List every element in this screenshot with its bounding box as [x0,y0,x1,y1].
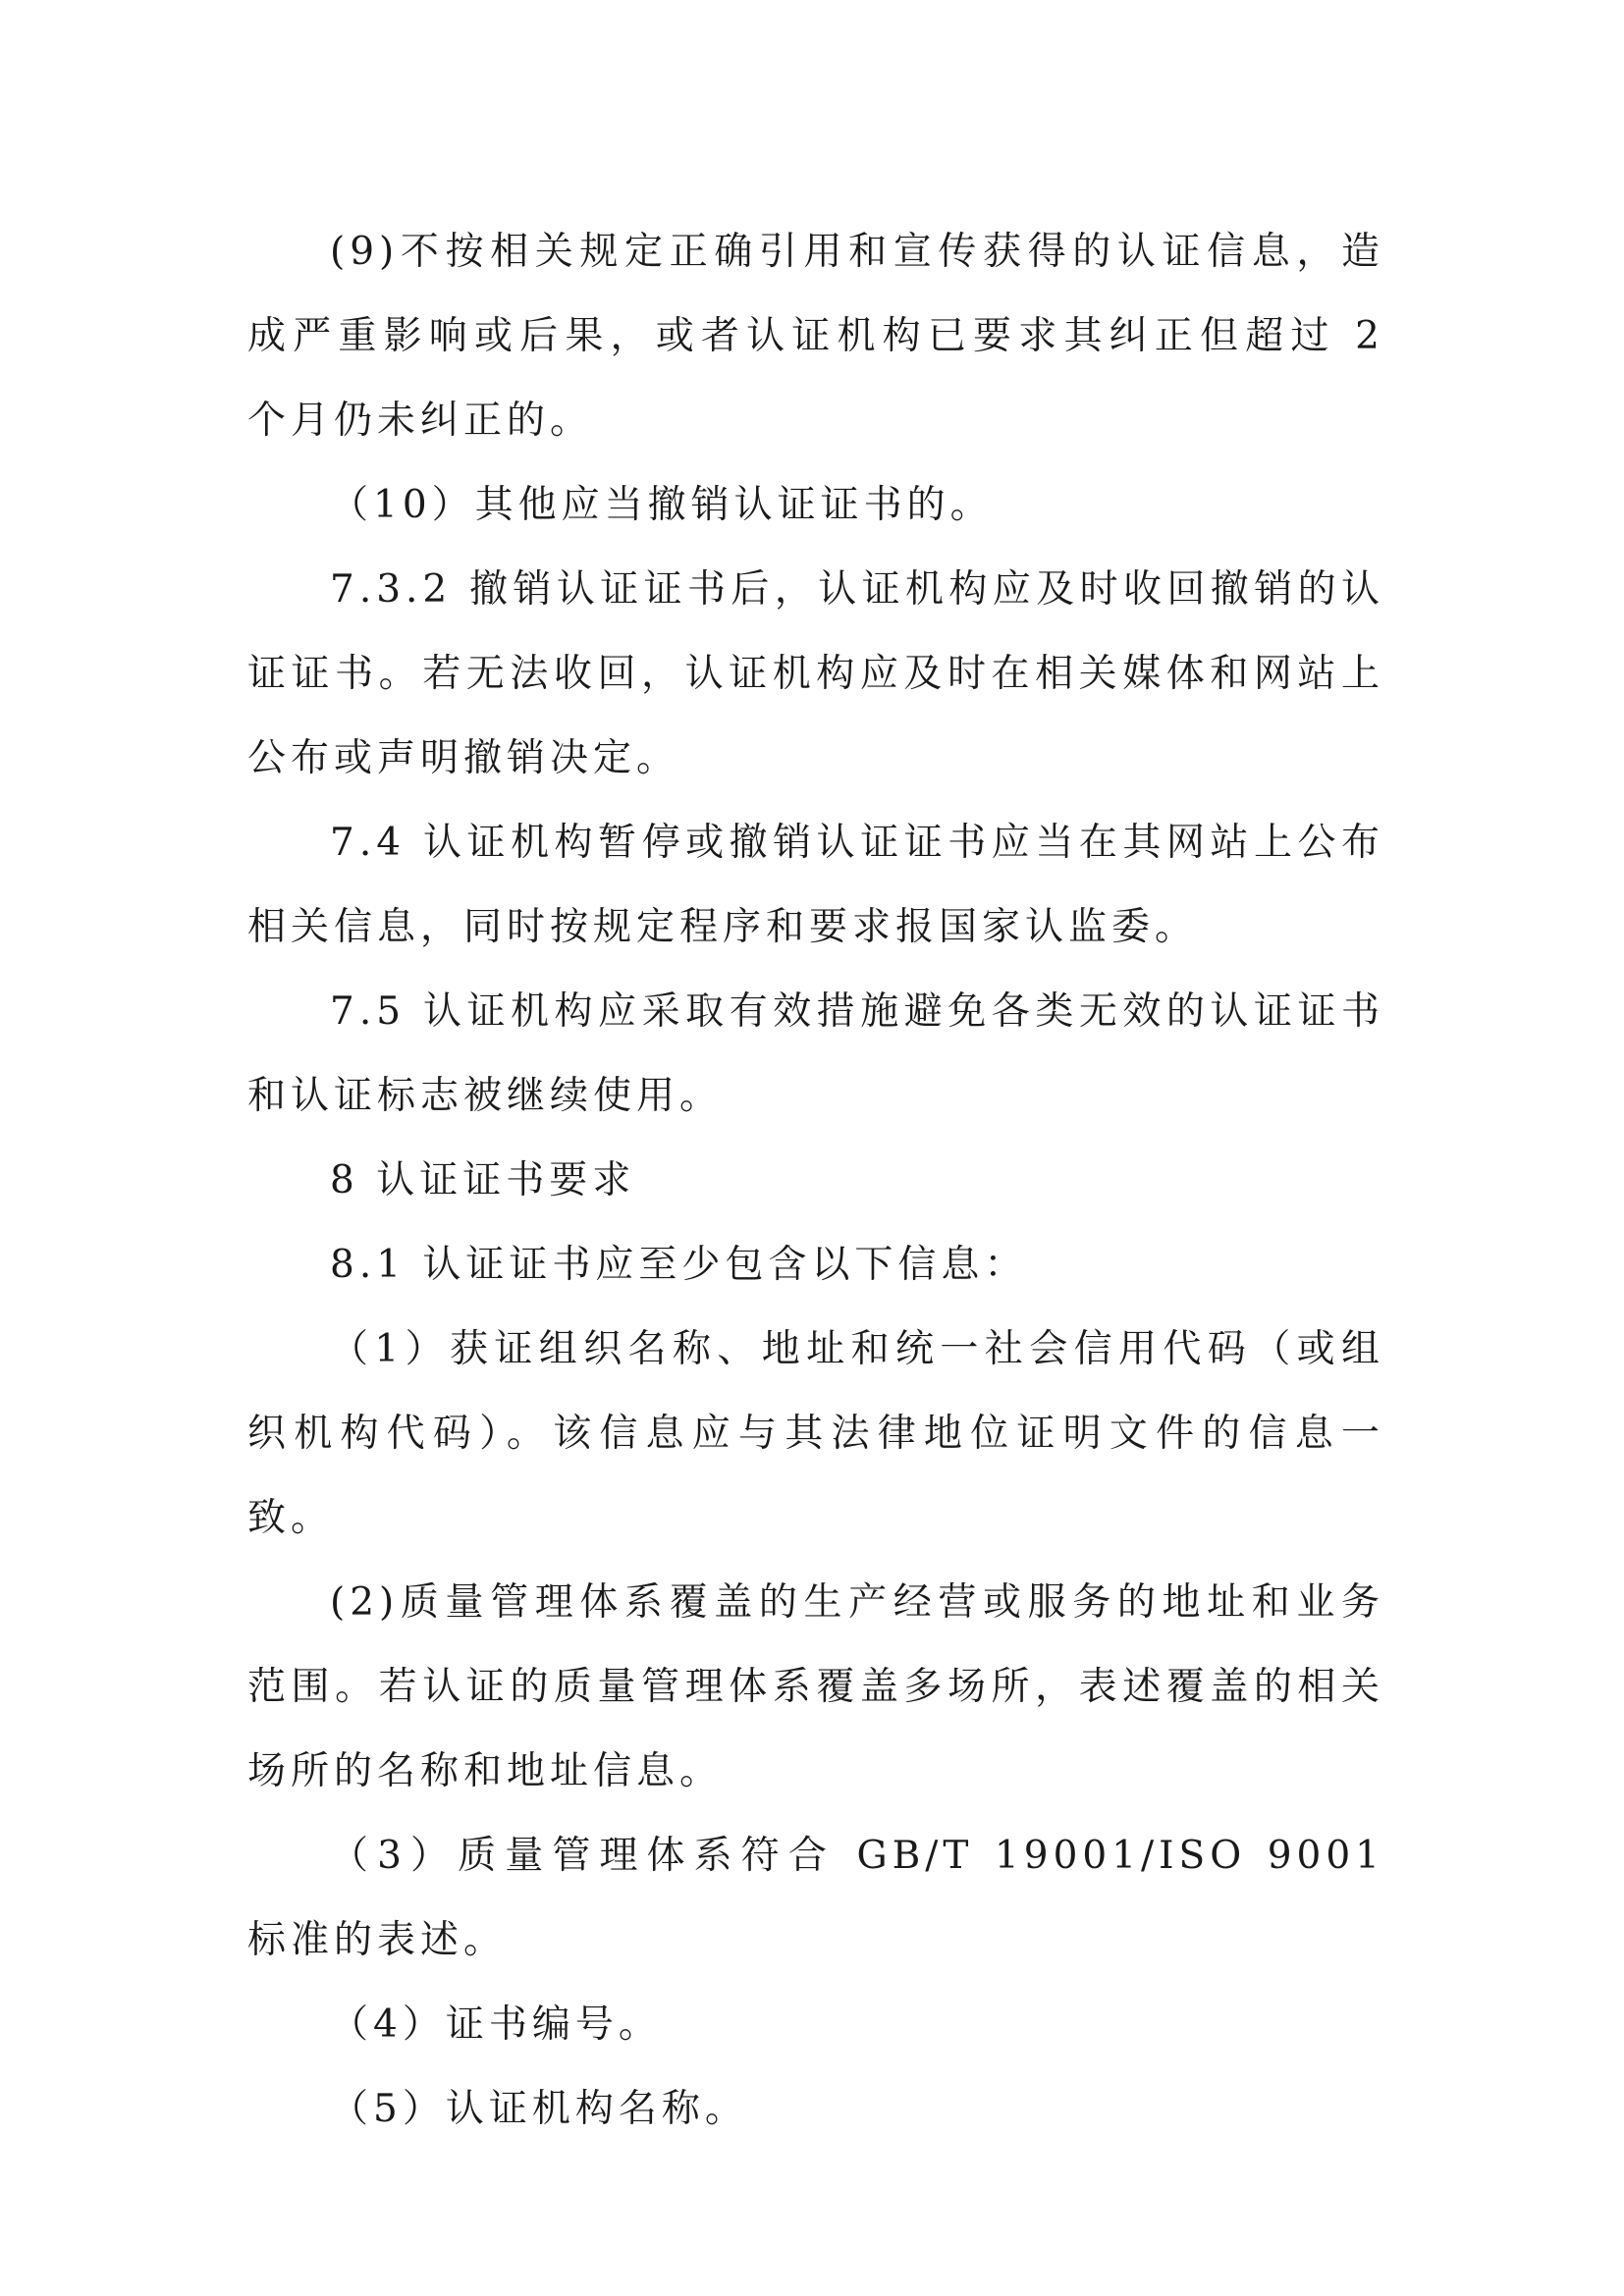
section-heading-8: 8 认证证书要求 [330,1158,636,1202]
paragraph-item-3: （3）质量管理体系符合 GB/T 19001/ISO 9001 标准的表述。 [247,1834,1384,1962]
paragraph-item-5: （5）认证机构名称。 [330,2087,748,2131]
paragraph-item-2: (2)质量管理体系覆盖的生产经营或服务的地址和业务范围。若认证的质量管理体系覆盖多场所，表述覆盖的相关场所的名称和地址信息。 [247,1580,1384,1793]
paragraph-7-5: 7.5 认证机构应采取有效措施避免各类无效的认证证书和认证标志被继续使用。 [247,989,1384,1118]
paragraph-item-4: （4）证书编号。 [330,2002,662,2047]
paragraph-item-9: (9)不按相关规定正确引用和宣传获得的认证信息，造成严重影响或后果，或者认证机构已要求其纠正但超过 2 个月仍未纠正的。 [247,230,1384,443]
document-body [247,210,1384,2152]
paragraph-item-1: （1）获证组织名称、地址和统一社会信用代码（或组织机构代码）。该信息应与其法律地位证明文件的信息一致。 [247,1327,1384,1540]
paragraph-7-4: 7.4 认证机构暂停或撤销认证证书应当在其网站上公布相关信息，同时按规定程序和要求报国家认监委。 [247,821,1384,949]
paragraph-7-3-2: 7.3.2 撤销认证证书后，认证机构应及时收回撤销的认证证书。若无法收回，认证机构应及时在相关媒体和网站上公布或声明撤销决定。 [247,567,1384,780]
paragraph-item-10: （10）其他应当撤销认证证书的。 [330,483,994,527]
paragraph-8-1: 8.1 认证证书应至少包含以下信息： [330,1243,1028,1287]
